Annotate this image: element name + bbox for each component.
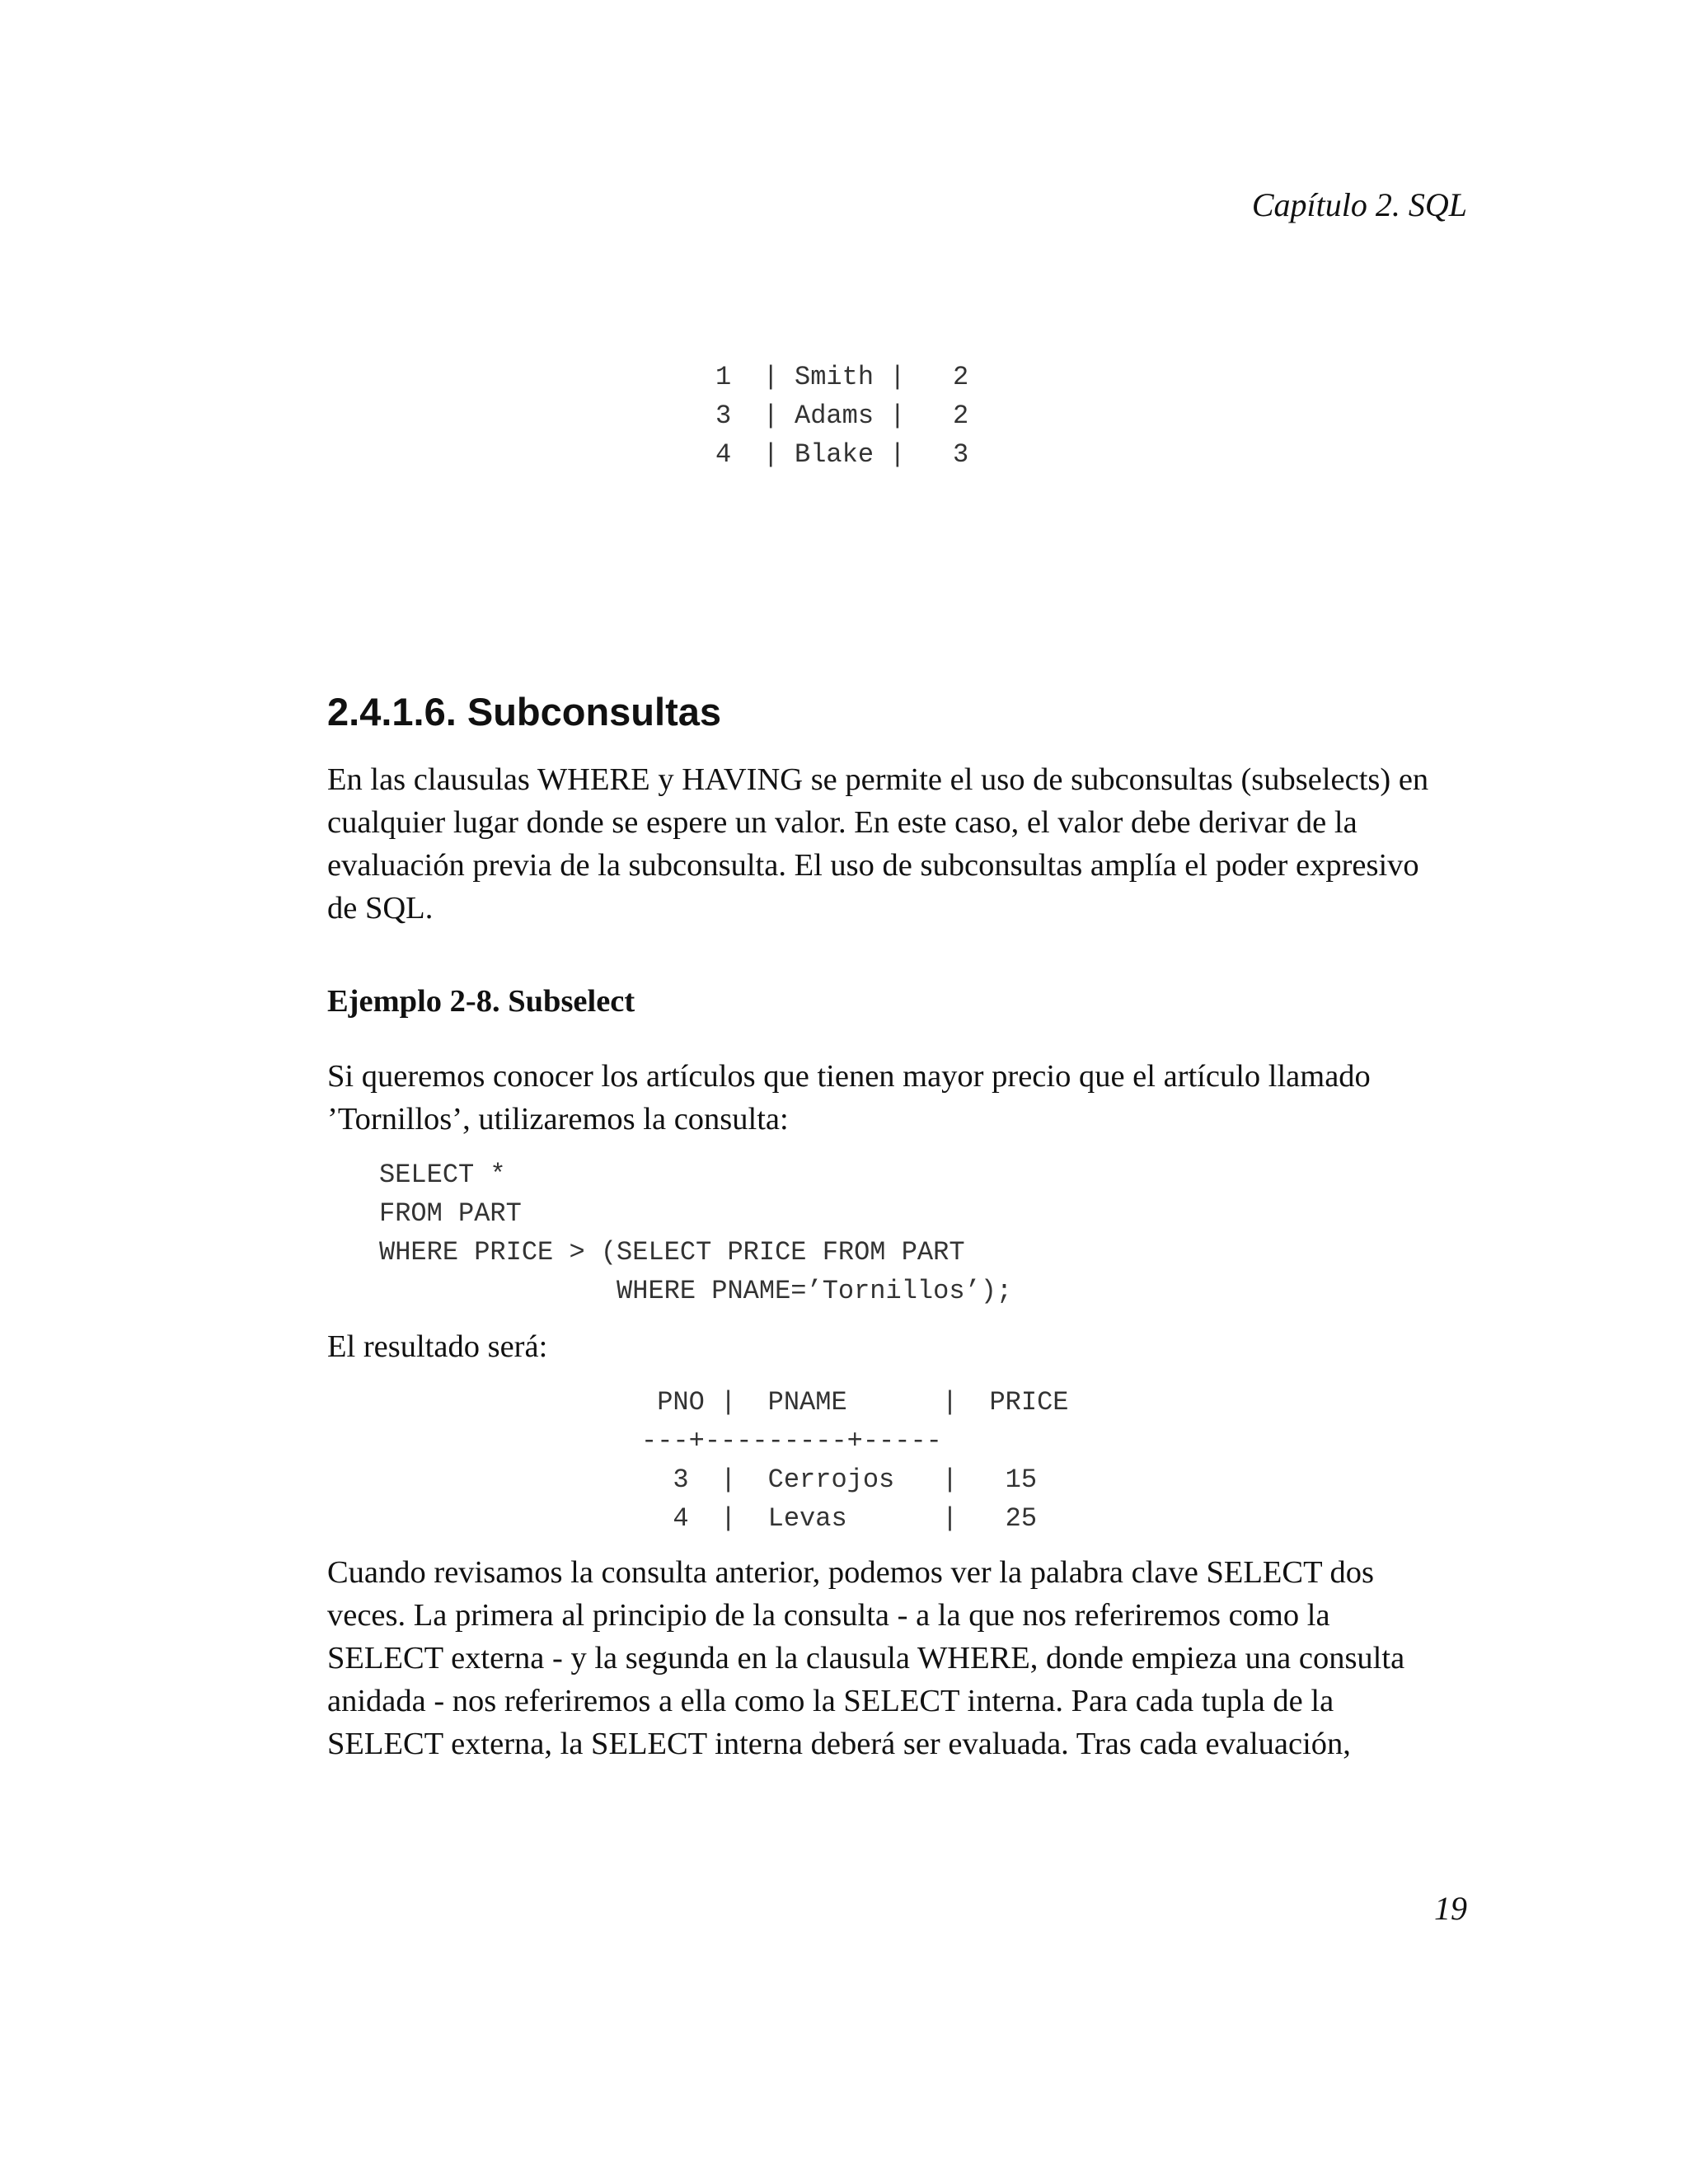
paragraph-line: evaluación previa de la subconsulta. El uso de subconsultas amplía el poder expresivo	[327, 848, 1419, 883]
code-line: FROM PART	[379, 1198, 522, 1229]
table-row: 3 | Adams | 2	[715, 401, 969, 431]
paragraph-line: de SQL.	[327, 891, 434, 926]
paragraph-line: ’Tornillos’, utilizaremos la consulta:	[327, 1102, 789, 1137]
paragraph-line: SELECT externa - y la segunda en la clausula WHERE, donde empieza una consulta	[327, 1641, 1405, 1675]
table-row: 3 | Cerrojos | 15	[641, 1465, 1038, 1495]
table-row: 1 | Smith | 2	[715, 362, 969, 392]
sql-query-block	[379, 1155, 1012, 1310]
paragraph-line: SELECT externa, la SELECT interna deberá ser evaluada. Tras cada evaluación,	[327, 1727, 1351, 1761]
table-separator-row: ---+---------+-----	[641, 1426, 942, 1456]
paragraph-line: Si queremos conocer los artículos que tienen mayor precio que el artículo llamado	[327, 1059, 1371, 1094]
running-header: Capítulo 2. SQL	[1251, 186, 1467, 223]
paragraph-line: En las clausulas WHERE y HAVING se permite el uso de subconsultas (subselects) en	[327, 762, 1429, 797]
code-line: SELECT *	[379, 1160, 506, 1190]
query-result-table	[641, 1383, 1068, 1538]
previous-result-table	[715, 358, 968, 474]
table-header-row: PNO | PNAME | PRICE	[641, 1387, 1069, 1418]
discussion-paragraph	[327, 1551, 1481, 1765]
paragraph-line: El resultado será:	[327, 1329, 548, 1364]
result-label	[327, 1325, 1481, 1368]
table-row: 4 | Blake | 3	[715, 439, 969, 470]
code-line: WHERE PRICE > (SELECT PRICE FROM PART	[379, 1237, 965, 1268]
paragraph-line: Cuando revisamos la consulta anterior, podemos ver la palabra clave SELECT dos	[327, 1555, 1375, 1590]
code-line: WHERE PNAME=’Tornillos’);	[379, 1276, 1013, 1306]
intro-paragraph	[327, 758, 1481, 930]
section-heading: 2.4.1.6. Subconsultas	[327, 690, 722, 733]
paragraph-line: anidada - nos referiremos a ella como la SELECT interna. Para cada tupla de la	[327, 1684, 1334, 1718]
table-row: 4 | Levas | 25	[641, 1503, 1038, 1534]
paragraph-line: veces. La primera al principio de la consulta - a la que nos referiremos como la	[327, 1598, 1330, 1633]
page-number: 19	[1434, 1890, 1467, 1927]
paragraph-line: cualquier lugar donde se espere un valor. En este caso, el valor debe derivar de la	[327, 805, 1357, 840]
example-lead-paragraph	[327, 1055, 1481, 1141]
example-title: Ejemplo 2-8. Subselect	[327, 984, 635, 1019]
